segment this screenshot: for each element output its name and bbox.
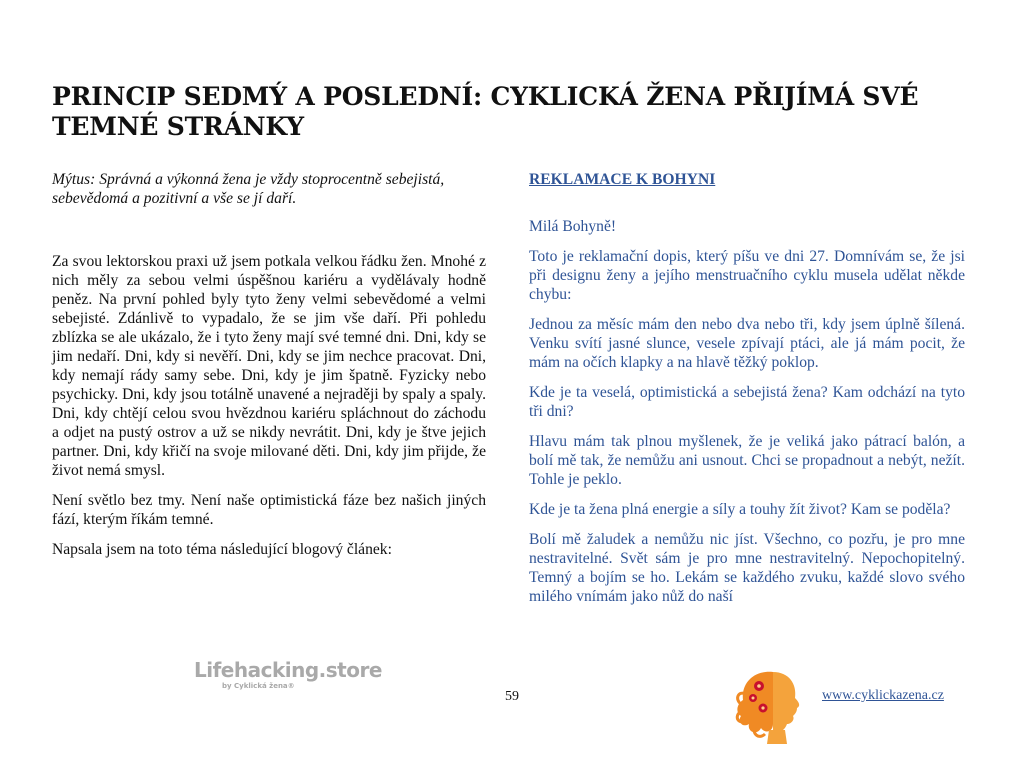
woman-profile-flowers-icon <box>733 664 813 744</box>
body-paragraph: Napsala jsem na toto téma následující blogový článek: <box>52 541 392 558</box>
letter-paragraph: Kde je ta žena plná energie a síly a touhy žít život? Kam se poděla? <box>529 501 951 518</box>
letter-paragraph: Kde je ta veselá, optimistická a sebejistá žena? Kam odchází na tyto tři dni? <box>529 384 965 420</box>
letter-paragraph: Toto je reklamační dopis, který píšu ve dni 27. Domnívám se, že jsi při designu ženy a jejího menstruačního cyklu musela udělat někde chybu: <box>529 248 965 303</box>
letter-paragraph: Bolí mě žaludek a nemůžu nic jíst. Všechno, co pozřu, je pro mne nestravitelné. Svět sám je pro mne nestravitelný. Nepochopitelný. Temný a bojím se ho. Lekám se každého zvuku, každé slovo svého milého vnímám jako nůž do naší <box>529 531 965 605</box>
letter-paragraph: Hlavu mám tak plnou myšlenek, že je veliká jako pátrací balón, a bolí mě tak, že nemůžu ani usnout. Chci se propadnout a nebýt, nežít. Tohle je peklo. <box>529 433 965 488</box>
chapter-heading <box>52 82 982 142</box>
body-paragraph: Za svou lektorskou praxi už jsem potkala velkou řádku žen. Mnohé z nich měly za sebou velmi úspěšnou kariéru a vydělávaly hodně peněz. Na první pohled byly tyto ženy velmi sebevědomé a velmi sebejisté. Zdánlivě to vypadalo, že se jim vše daří. Při pohledu zblízka se ale ukázalo, že i tyto ženy mají své temné dni. Dni, kdy se jim nedaří. Dni, kdy si nevěří. Dni, kdy se jim nechce pracovat. Dni, kdy nemají rády samy sebe. Dni, kdy je jim špatně. Fyzicky nebo psychicky. Dni, kdy jsou totálně unavené a nejraději by spaly a spaly. Dni, kdy chtějí celou svou hvězdnou kariéru spláchnout do záchodu a odjet na pustý ostrov a už se nikdy nevrátit. Dni, kdy je štve jejich partner. Dni, kdy křičí na svoje milované děti. Dni, kdy jim přijde, že život nemá smysl. <box>52 253 486 479</box>
body-paragraph: Není světlo bez tmy. Není naše optimistická fáze bez našich jiných fází, kterým říkám temné. <box>52 492 486 528</box>
watermark-text: Lifehacking.store <box>194 658 382 682</box>
page-number: 59 <box>505 689 519 704</box>
left-column <box>52 170 486 570</box>
chapter-heading-line2: TEMNÉ STRÁNKY <box>52 112 304 141</box>
myth-statement: Mýtus: Správná a výkonná žena je vždy stoprocentně sebejistá, sebevědomá a pozitivní a vše se jí daří. <box>52 171 445 207</box>
letter-subheading: REKLAMACE K BOHYNI <box>529 171 716 188</box>
chapter-heading-line1: PRINCIP SEDMÝ A POSLEDNÍ: CYKLICKÁ ŽENA PŘIJÍMÁ SVÉ <box>52 82 919 111</box>
website-link[interactable]: www.cyklickazena.cz <box>822 688 944 703</box>
watermark-subtext: by Cyklická žena® <box>222 682 295 690</box>
watermark <box>194 658 394 691</box>
right-column-letter <box>529 170 965 640</box>
letter-paragraph: Jednou za měsíc mám den nebo dva nebo tři, kdy jsem úplně šílená. Venku svítí jasné slunce, vesele zpívají ptáci, ale já mám pocit, že mám na očích klapky a na hlavě těžký poklop. <box>529 316 965 371</box>
letter-salutation: Milá Bohyně! <box>529 218 617 235</box>
